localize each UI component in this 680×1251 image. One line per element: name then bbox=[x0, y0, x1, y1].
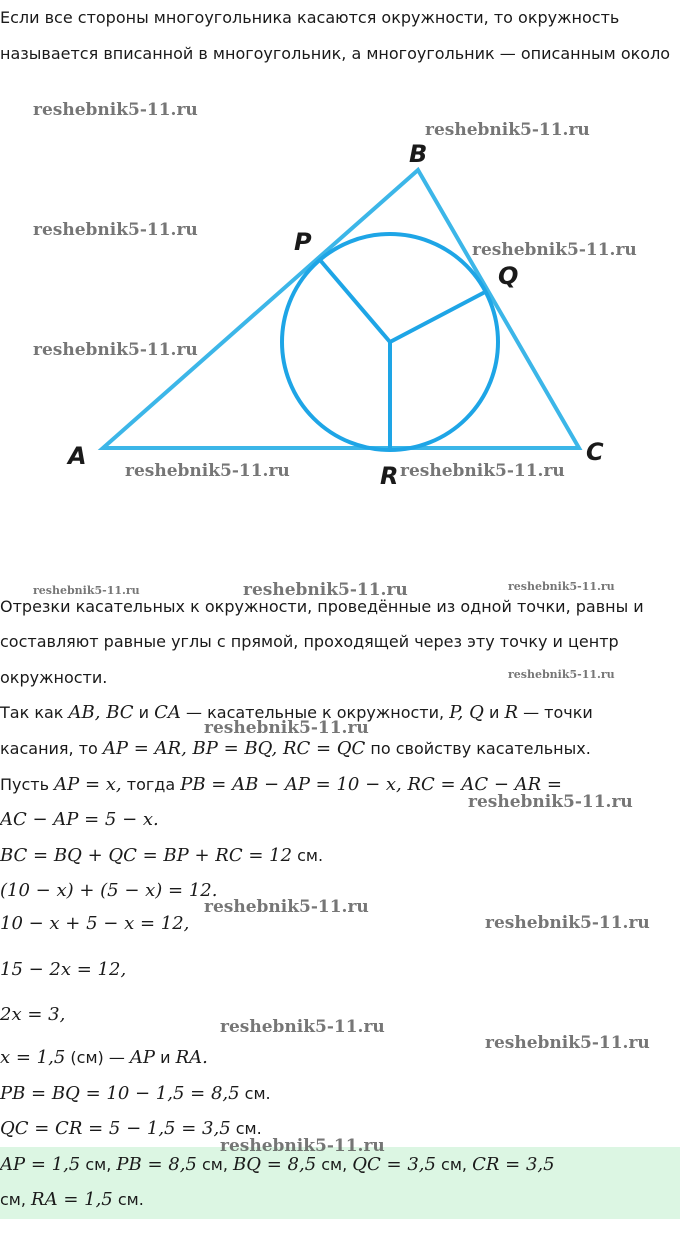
label-p: P bbox=[294, 228, 312, 256]
solution-step-7: 10 − x + 5 − x = 12, bbox=[0, 913, 190, 934]
solution-step-4: AC − AP = 5 − x. bbox=[0, 809, 159, 830]
watermark: reshebnik5-11.ru bbox=[425, 120, 590, 140]
watermark: reshebnik5-11.ru bbox=[204, 897, 369, 917]
solution-step-12: QC = CR = 5 − 1,5 = 3,5 см. bbox=[0, 1118, 262, 1139]
watermark: reshebnik5-11.ru bbox=[220, 1136, 385, 1156]
watermark: reshebnik5-11.ru bbox=[468, 792, 633, 812]
solution-step-2: касания, то AP = AR, BP = BQ, RC = QC по свойству касательных. bbox=[0, 738, 591, 759]
watermark: reshebnik5-11.ru bbox=[125, 461, 290, 481]
radius-oq bbox=[390, 291, 487, 342]
watermark: reshebnik5-11.ru bbox=[33, 340, 198, 360]
label-a: A bbox=[68, 442, 87, 470]
watermark: reshebnik5-11.ru bbox=[243, 580, 408, 600]
solution-step-3: Пусть AP = x, тогда PB = AB − AP = 10 − x, RC = AC − AR = bbox=[0, 774, 562, 795]
label-q: Q bbox=[498, 262, 519, 290]
intro-line-2: называется вписанной в многоугольник, а многоугольник — описанным около bbox=[0, 44, 671, 63]
solution-step-10: x = 1,5 (см) — AP и RA. bbox=[0, 1047, 208, 1068]
radius-op bbox=[320, 260, 390, 342]
watermark: reshebnik5-11.ru bbox=[472, 240, 637, 260]
label-c: C bbox=[586, 438, 604, 466]
watermark: reshebnik5-11.ru bbox=[485, 913, 650, 933]
watermark: reshebnik5-11.ru bbox=[33, 100, 198, 120]
watermark: reshebnik5-11.ru bbox=[485, 1033, 650, 1053]
answer-line-1: AP = 1,5 см, PB = 8,5 см, BQ = 8,5 см, QC = 3,5 см, CR = 3,5 bbox=[0, 1154, 555, 1175]
watermark: reshebnik5-11.ru bbox=[33, 220, 198, 240]
solution-step-6: (10 − x) + (5 − x) = 12. bbox=[0, 880, 218, 901]
label-r: R bbox=[380, 462, 399, 490]
watermark: reshebnik5-11.ru bbox=[508, 668, 615, 681]
solution-step-1: Так как AB, BC и CA — касательные к окружности, P, Q и R — точки bbox=[0, 702, 593, 723]
answer-line-2: см, RA = 1,5 см. bbox=[0, 1189, 144, 1210]
theorem-line-2: составляют равные углы с прямой, проходящей через эту точку и центр bbox=[0, 632, 619, 651]
solution-step-8: 15 − 2x = 12, bbox=[0, 959, 127, 980]
solution-step-9: 2x = 3, bbox=[0, 1004, 66, 1025]
intro-line-1: Если все стороны многоугольника касаются окружности, то окружность bbox=[0, 8, 620, 27]
watermark: reshebnik5-11.ru bbox=[508, 580, 615, 593]
theorem-line-3: окружности. bbox=[0, 668, 108, 687]
geometry-figure bbox=[0, 0, 680, 560]
solution-step-5: BC = BQ + QC = BP + RC = 12 см. bbox=[0, 845, 324, 866]
triangle-abc bbox=[103, 170, 579, 448]
label-b: B bbox=[409, 140, 428, 168]
watermark: reshebnik5-11.ru bbox=[400, 461, 565, 481]
theorem-line-1: Отрезки касательных к окружности, проведённые из одной точки, равны и bbox=[0, 597, 644, 616]
solution-step-11: PB = BQ = 10 − 1,5 = 8,5 см. bbox=[0, 1083, 271, 1104]
watermark: reshebnik5-11.ru bbox=[33, 584, 140, 597]
watermark: reshebnik5-11.ru bbox=[220, 1017, 385, 1037]
watermark: reshebnik5-11.ru bbox=[204, 718, 369, 738]
